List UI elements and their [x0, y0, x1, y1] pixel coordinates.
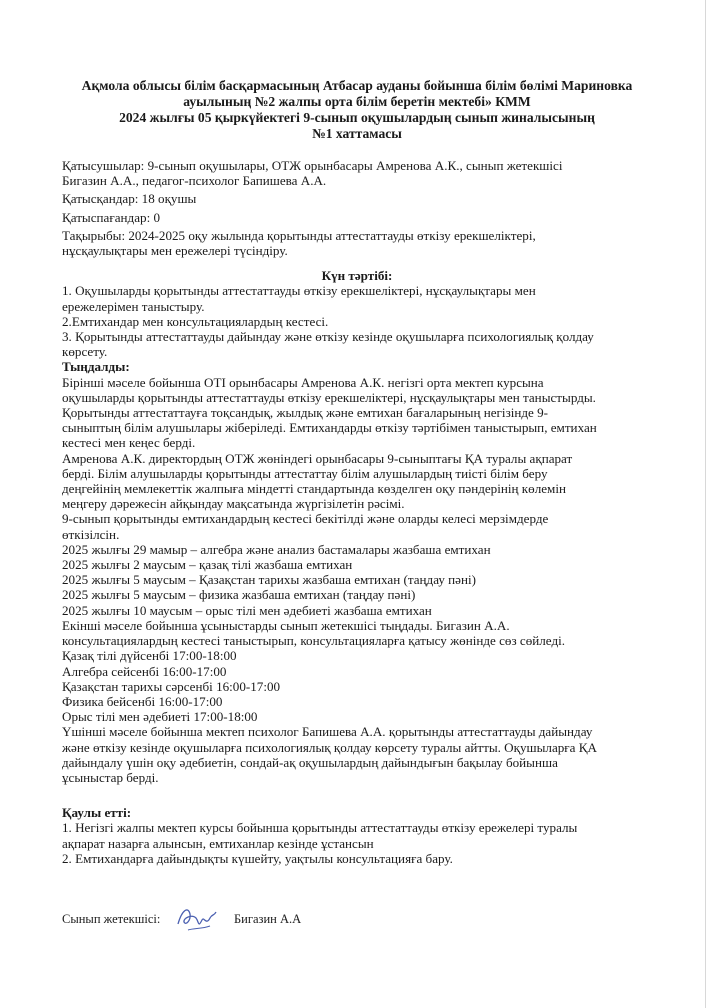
heard-line: Екінші мәселе бойынша ұсыныстарды сынып жетекшісі тыңдады. Бигазин А.А. [62, 617, 510, 633]
agenda-line: 1. Оқушыларды қорытынды аттестаттауды өткізу ерекшеліктері, нұсқаулықтары мен [62, 283, 536, 299]
heard-line: оқушыларды қорытынды аттестаттауды өткізу ерекшеліктері, нұсқаулықтары мен таныстырды. [62, 389, 596, 405]
heard-line: 2025 жылғы 5 маусым – физика жазбаша емтихан (таңдау пәні) [62, 587, 416, 603]
attendees-line: Қатысушылар: 9-сынып оқушылары, ОТЖ орынбасары Амренова А.К., сынып жетекшісі [62, 158, 563, 173]
decided-list [62, 820, 652, 866]
agenda-title: Күн тәртібі: [321, 268, 393, 284]
heard-line: Үшінші мәселе бойынша мектеп психолог Бапишева А.А. қорытынды аттестаттауды дайындау [62, 724, 593, 740]
heard-line: кестесі мен кеңес берді. [62, 435, 196, 451]
heard-line: ұсыныстар берді. [62, 769, 159, 785]
header-line-1: Ақмола облысы білім басқармасының Атбасар ауданы бойынша білім бөлімі Мариновка [81, 78, 633, 93]
header-line-4: №1 хаттамасы [312, 126, 402, 141]
heard-line: консультациялардың кестесі таныстырып, консультацияларға қатысу жөнінде сөз сөйледі. [62, 633, 566, 649]
agenda-line: 3. Қорытынды аттестаттауды дайындау және өткізу кезінде оқушыларға психологиялық қолдау [62, 329, 594, 345]
decided-title: Қаулы етті: [62, 805, 132, 821]
agenda-line: көрсету. [62, 344, 108, 360]
heard-line: Алгебра сейсенбі 16:00-17:00 [62, 663, 227, 679]
handwritten-signature [174, 900, 218, 936]
attendees-line: Бигазин А.А., педагог-психолог Бапишева А.А. [62, 173, 327, 189]
heard-title: Тыңдалды: [62, 359, 130, 375]
document-header [62, 78, 652, 142]
absent-count: Қатыспағандар: 0 [62, 209, 161, 225]
heard-line: және өткізу кезінде оқушыларға психологиялық қолдау көрсету туралы айтты. Оқушыларға ҚА [62, 739, 597, 755]
heard-line: 2025 жылғы 5 маусым – Қазақстан тарихы жазбаша емтихан (таңдау пәні) [62, 572, 476, 588]
header-line-3: 2024 жылғы 05 қыркүйектегі 9-сынып оқушылардың сынып жиналысының [119, 110, 595, 125]
heard-line: Қазақ тілі дүйсенбі 17:00-18:00 [62, 648, 237, 664]
heard-line: деңгейінің мемлекеттік жалпыға міндетті стандартында көзделген оқу пәндерінің көлемін [62, 481, 566, 497]
heard-line: Бірінші мәселе бойынша ОТІ орынбасары Амренова А.К. негізгі орта мектеп курсына [62, 374, 544, 390]
heard-line: 9-сынып қорытынды емтихандардың кестесі бекітілді және оларды келесі мерзімдерде [62, 511, 549, 527]
topic-line: Тақырыбы: 2024-2025 оқу жылында қорытынды аттестаттауды өткізу ерекшеліктері, [62, 227, 536, 243]
agenda-line: ережелерімен таныстыру. [62, 298, 205, 314]
heard-line: Физика бейсенбі 16:00-17:00 [62, 693, 223, 709]
document-page [62, 78, 652, 866]
heard-line: Қазақстан тарихы сәрсенбі 16:00-17:00 [62, 678, 281, 694]
heard-line: Амренова А.К. директордың ОТЖ жөніндегі орынбасары 9-сыныптағы ҚА туралы ақпарат [62, 450, 573, 466]
heard-line: Қорытынды аттестаттауға тоқсандық, жылдық және емтихан бағаларының негізінде 9- [62, 405, 549, 421]
agenda-list [62, 283, 652, 359]
heard-line: 2025 жылғы 29 мамыр – алгебра және анализ бастамалары жазбаша емтихан [62, 541, 491, 557]
header-line-2: ауылының №2 жалпы орта білім беретін мектебі» КММ [183, 94, 531, 109]
signature-name: Бигазин А.А [234, 912, 302, 926]
decision-line: 2. Емтихандарға дайындықты күшейту, уақтылы консультацияға бару. [62, 850, 453, 866]
topic-line: нұсқаулықтары мен ережелері түсіндіру. [62, 243, 288, 259]
heard-line: 2025 жылғы 2 маусым – қазақ тілі жазбаша емтихан [62, 557, 353, 573]
heard-line: сыныптың білім алушылары жіберіледі. Емтихандарды өткізу тәртібімен таныстырып, емтихан [62, 420, 597, 436]
present-count: Қатысқандар: 18 оқушы [62, 191, 197, 207]
heard-line: дайындалу үшін оқу әдебиетін, сондай-ақ оқушылардың дайындығын бақылау бойынша [62, 754, 558, 770]
agenda-line: 2.Емтихандар мен консультациялардың кестесі. [62, 313, 329, 329]
scan-edge [705, 0, 706, 1008]
decision-line: 1. Негізгі жалпы мектеп курсы бойынша қорытынды аттестаттауды өткізу ережелері туралы [62, 820, 578, 836]
document-body [62, 158, 652, 866]
decision-line: ақпарат назарға алынсын, емтиханлар кезінде ұстансын [62, 835, 374, 851]
heard-line: Орыс тілі мен әдебиеті 17:00-18:00 [62, 709, 258, 725]
heard-list [62, 375, 652, 785]
heard-line: өткізілсін. [62, 526, 120, 542]
attendees-section [62, 158, 652, 258]
heard-line: берді. Білім алушыларды қорытынды аттестаттау білім алушылардың тиісті білім беру [62, 465, 548, 481]
heard-line: 2025 жылғы 10 маусым – орыс тілі мен әдебиеті жазбаша емтихан [62, 602, 432, 618]
heard-line: меңгеру дәрежесін айқындау мақсатында жүргізілетін рәсімі. [62, 496, 405, 512]
signature-label: Сынып жетекшісі: [62, 912, 161, 926]
